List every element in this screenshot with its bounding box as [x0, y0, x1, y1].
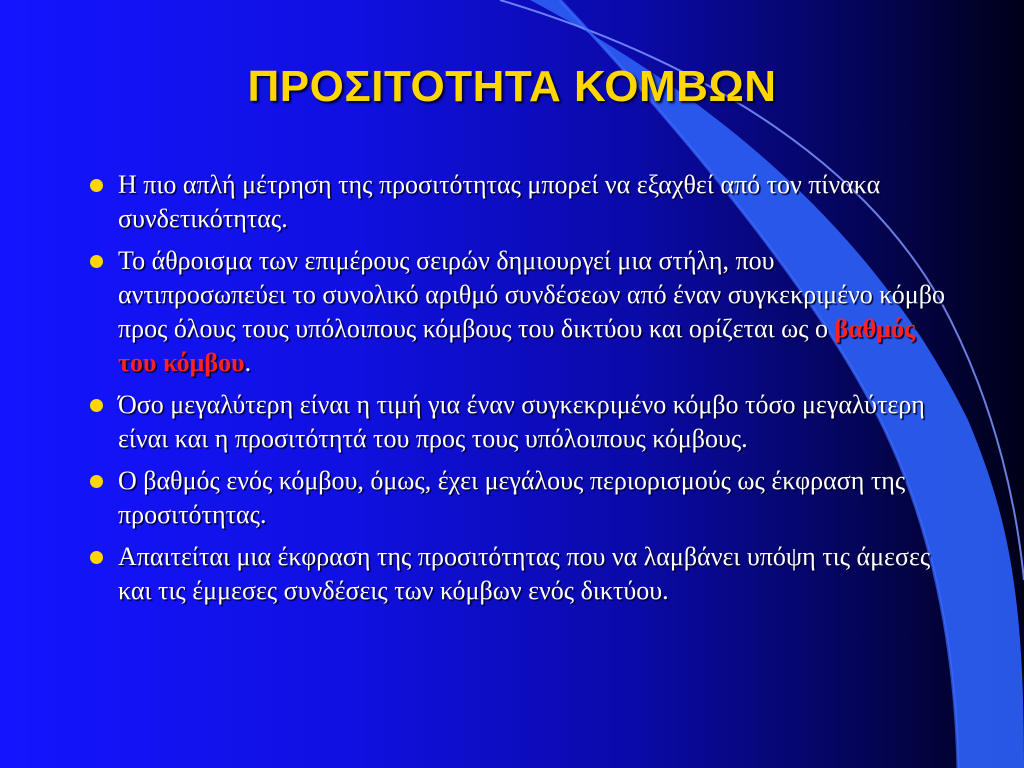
bullet-dot-icon: [90, 551, 103, 564]
bullet-dot-icon: [90, 399, 103, 412]
bullet-item: [88, 540, 948, 608]
bullet-item: [88, 464, 948, 532]
slide-title: ΠΡΟΣΙΤΟΤΗΤΑ ΚΟΜΒΩΝ: [247, 62, 777, 111]
bullet-dot-icon: [90, 179, 103, 192]
bullet-text-end: .: [244, 348, 252, 377]
bullet-list: [88, 168, 948, 616]
bullet-text: Το άθροισμα των επιμέρους σειρών δημιουργεί μια στήλη, που αντιπροσωπεύει το συνολικό αριθμό συνδέσεων από έναν συγκεκριμένο κόμβο προς όλους τους υπόλοιπους κόμβους του δικτύου και ορίζεται ως ο: [118, 246, 945, 343]
highlighted-term: βαθμός του κόμβου: [118, 314, 916, 377]
bullet-text: Απαιτείται μια έκφραση της προσιτότητας που να λαμβάνει υπόψη τις άμεσες και τις έμμεσες συνδέσεις των κόμβων ενός δικτύου.: [118, 542, 931, 605]
bullet-item: [88, 388, 948, 456]
bullet-text: Όσο μεγαλύτερη είναι η τιμή για έναν συγκεκριμένο κόμβο τόσο μεγαλύτερη είναι και η προσιτότητά του προς τους υπόλοιπους κόμβους.: [118, 390, 925, 453]
bullet-dot-icon: [90, 475, 103, 488]
bullet-text: Ο βαθμός ενός κόμβου, όμως, έχει μεγάλους περιορισμούς ως έκφραση της προσιτότητας.: [118, 466, 906, 529]
bullet-item: [88, 244, 948, 380]
bullet-text: Η πιο απλή μέτρηση της προσιτότητας μπορεί να εξαχθεί από τον πίνακα συνδετικότητας.: [118, 170, 881, 233]
bullet-item: [88, 168, 948, 236]
bullet-dot-icon: [90, 255, 103, 268]
